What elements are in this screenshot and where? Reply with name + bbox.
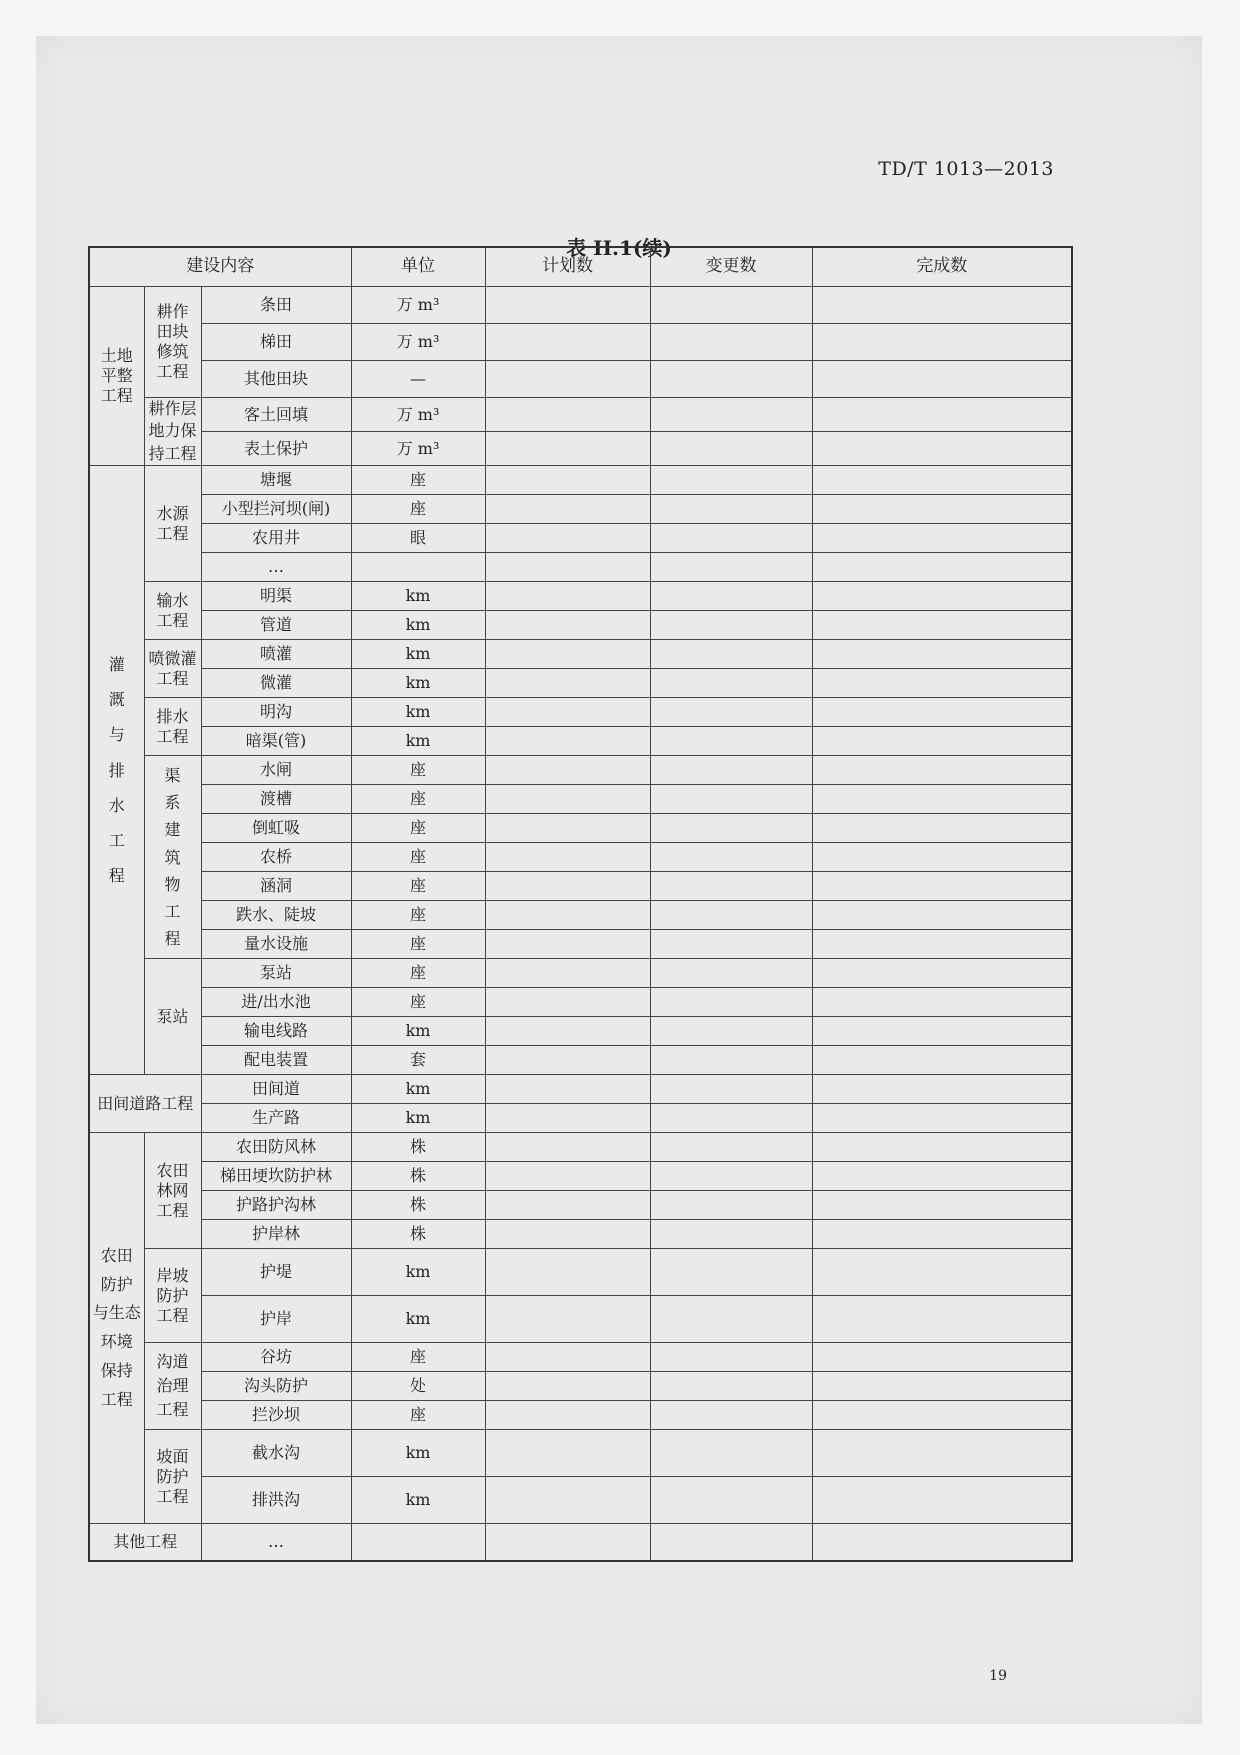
plan-cell (485, 1372, 650, 1401)
table-row (89, 988, 1072, 1017)
unit-cell: 座 (351, 1343, 485, 1372)
table-header-row (89, 247, 1072, 287)
done-cell (812, 1430, 1072, 1477)
unit-cell: km (351, 611, 485, 640)
subgroup-canal-structures: 渠 系 建 筑 物 工 程 (144, 756, 201, 959)
table-row (89, 611, 1072, 640)
col-header-unit: 单位 (351, 247, 485, 287)
done-cell (812, 466, 1072, 495)
plan-cell (485, 814, 650, 843)
done-cell (812, 669, 1072, 698)
plan-cell (485, 669, 650, 698)
change-cell (650, 324, 812, 361)
change-cell (650, 901, 812, 930)
item-cell: 塘堰 (201, 466, 351, 495)
table-row (89, 698, 1072, 727)
table-row (89, 287, 1072, 324)
table-row (89, 432, 1072, 466)
table-row (89, 1296, 1072, 1343)
plan-cell (485, 930, 650, 959)
unit-cell: km (351, 1075, 485, 1104)
change-cell (650, 1162, 812, 1191)
item-cell: 喷灌 (201, 640, 351, 669)
change-cell (650, 287, 812, 324)
change-cell (650, 1477, 812, 1524)
unit-cell: — (351, 361, 485, 398)
group-other: 其他工程 (89, 1524, 201, 1562)
unit-cell: 处 (351, 1372, 485, 1401)
unit-cell: 座 (351, 988, 485, 1017)
change-cell (650, 495, 812, 524)
done-cell (812, 1477, 1072, 1524)
done-cell (812, 524, 1072, 553)
item-cell: 配电装置 (201, 1046, 351, 1075)
col-header-content: 建设内容 (89, 247, 351, 287)
table-row (89, 466, 1072, 495)
done-cell (812, 988, 1072, 1017)
table-row (89, 1191, 1072, 1220)
change-cell (650, 1017, 812, 1046)
plan-cell (485, 1430, 650, 1477)
change-cell (650, 1430, 812, 1477)
table-title: 表 H.1(续) (566, 236, 672, 260)
item-cell: 其他田块 (201, 361, 351, 398)
table-row (89, 1017, 1072, 1046)
item-cell: 明沟 (201, 698, 351, 727)
item-cell: 明渠 (201, 582, 351, 611)
done-cell (812, 1343, 1072, 1372)
change-cell (650, 1133, 812, 1162)
unit-cell: 座 (351, 872, 485, 901)
table-row (89, 553, 1072, 582)
done-cell (812, 1162, 1072, 1191)
unit-cell: 株 (351, 1220, 485, 1249)
table-row (89, 1430, 1072, 1477)
subgroup-pump-station: 泵站 (144, 959, 201, 1075)
unit-cell: 座 (351, 930, 485, 959)
table-row (89, 1104, 1072, 1133)
item-cell: 农桥 (201, 843, 351, 872)
group-land-leveling: 土地 平整 工程 (89, 287, 144, 466)
plan-cell (485, 1046, 650, 1075)
change-cell (650, 466, 812, 495)
change-cell (650, 1220, 812, 1249)
change-cell (650, 1249, 812, 1296)
plan-cell (485, 432, 650, 466)
done-cell (812, 756, 1072, 785)
table-row (89, 1524, 1072, 1562)
subgroup-drainage: 排水 工程 (144, 698, 201, 756)
unit-cell (351, 1524, 485, 1562)
done-cell (812, 553, 1072, 582)
change-cell (650, 785, 812, 814)
table-row (89, 1046, 1072, 1075)
done-cell (812, 432, 1072, 466)
change-cell (650, 398, 812, 432)
done-cell (812, 611, 1072, 640)
col-header-done: 完成数 (812, 247, 1072, 287)
done-cell (812, 1017, 1072, 1046)
unit-cell: 座 (351, 1401, 485, 1430)
standard-code: TD/T 1013—2013 (878, 158, 1054, 180)
plan-cell (485, 553, 650, 582)
table-row (89, 1401, 1072, 1430)
table-row (89, 361, 1072, 398)
col-header-plan: 计划数 (485, 247, 650, 287)
item-cell: 护堤 (201, 1249, 351, 1296)
item-cell: 梯田 (201, 324, 351, 361)
change-cell (650, 1075, 812, 1104)
plan-cell (485, 1401, 650, 1430)
item-cell: 渡槽 (201, 785, 351, 814)
plan-cell (485, 611, 650, 640)
plan-cell (485, 727, 650, 756)
plan-cell (485, 1249, 650, 1296)
change-cell (650, 814, 812, 843)
item-cell: 护岸 (201, 1296, 351, 1343)
plan-cell (485, 843, 650, 872)
unit-cell: km (351, 1430, 485, 1477)
done-cell (812, 582, 1072, 611)
change-cell (650, 524, 812, 553)
table-row (89, 324, 1072, 361)
item-cell: 条田 (201, 287, 351, 324)
item-cell: 护路护沟林 (201, 1191, 351, 1220)
table-row (89, 640, 1072, 669)
change-cell (650, 1372, 812, 1401)
unit-cell: km (351, 1477, 485, 1524)
change-cell (650, 1296, 812, 1343)
subgroup-field-building: 耕作 田块 修筑 工程 (144, 287, 201, 398)
table-row (89, 582, 1072, 611)
plan-cell (485, 1075, 650, 1104)
plan-cell (485, 466, 650, 495)
subgroup-water-conveyance: 输水 工程 (144, 582, 201, 640)
item-cell: 田间道 (201, 1075, 351, 1104)
change-cell (650, 756, 812, 785)
group-farmland-protection: 农田 防护 与生态 环境 保持 工程 (89, 1133, 144, 1524)
item-cell: 管道 (201, 611, 351, 640)
unit-cell: 万 m³ (351, 324, 485, 361)
change-cell (650, 553, 812, 582)
item-cell: 农田防风林 (201, 1133, 351, 1162)
plan-cell (485, 398, 650, 432)
unit-cell (351, 553, 485, 582)
done-cell (812, 872, 1072, 901)
change-cell (650, 1104, 812, 1133)
plan-cell (485, 1191, 650, 1220)
unit-cell: 株 (351, 1133, 485, 1162)
item-cell: 排洪沟 (201, 1477, 351, 1524)
subgroup-gully-control: 沟道 治理 工程 (144, 1343, 201, 1430)
plan-cell (485, 785, 650, 814)
item-cell: 量水设施 (201, 930, 351, 959)
done-cell (812, 901, 1072, 930)
done-cell (812, 361, 1072, 398)
plan-cell (485, 495, 650, 524)
subgroup-forest-network: 农田 林网 工程 (144, 1133, 201, 1249)
done-cell (812, 814, 1072, 843)
item-cell: 进/出水池 (201, 988, 351, 1017)
item-cell: 护岸林 (201, 1220, 351, 1249)
unit-cell: km (351, 1296, 485, 1343)
done-cell (812, 785, 1072, 814)
done-cell (812, 959, 1072, 988)
unit-cell: 眼 (351, 524, 485, 553)
item-cell: 客土回填 (201, 398, 351, 432)
plan-cell (485, 582, 650, 611)
done-cell (812, 1191, 1072, 1220)
unit-cell: 座 (351, 785, 485, 814)
table-row (89, 756, 1072, 785)
change-cell (650, 432, 812, 466)
subgroup-water-source: 水源 工程 (144, 466, 201, 582)
unit-cell: 座 (351, 756, 485, 785)
unit-cell: km (351, 698, 485, 727)
item-cell: 农用井 (201, 524, 351, 553)
plan-cell (485, 1220, 650, 1249)
change-cell (650, 1401, 812, 1430)
item-cell: 输电线路 (201, 1017, 351, 1046)
plan-cell (485, 959, 650, 988)
item-cell: 小型拦河坝(闸) (201, 495, 351, 524)
change-cell (650, 843, 812, 872)
table-row (89, 872, 1072, 901)
done-cell (812, 1046, 1072, 1075)
done-cell (812, 495, 1072, 524)
done-cell (812, 698, 1072, 727)
table-row (89, 524, 1072, 553)
table-row (89, 398, 1072, 432)
done-cell (812, 1133, 1072, 1162)
change-cell (650, 959, 812, 988)
done-cell (812, 640, 1072, 669)
group-irrigation-drainage: 灌 溉 与 排 水 工 程 (89, 466, 144, 1075)
table-row (89, 1477, 1072, 1524)
table-row (89, 727, 1072, 756)
item-cell: 倒虹吸 (201, 814, 351, 843)
done-cell (812, 1249, 1072, 1296)
change-cell (650, 727, 812, 756)
done-cell (812, 1075, 1072, 1104)
table-row (89, 1162, 1072, 1191)
table-row (89, 785, 1072, 814)
item-cell: 梯田埂坎防护林 (201, 1162, 351, 1191)
table-row (89, 1372, 1072, 1401)
done-cell (812, 1372, 1072, 1401)
done-cell (812, 1104, 1072, 1133)
unit-cell: 座 (351, 495, 485, 524)
change-cell (650, 1046, 812, 1075)
col-header-change: 变更数 (650, 247, 812, 287)
unit-cell: 座 (351, 901, 485, 930)
change-cell (650, 1343, 812, 1372)
plan-cell (485, 361, 650, 398)
unit-cell: 万 m³ (351, 287, 485, 324)
plan-cell (485, 1343, 650, 1372)
change-cell (650, 1524, 812, 1562)
unit-cell: km (351, 1017, 485, 1046)
done-cell (812, 843, 1072, 872)
unit-cell: 座 (351, 814, 485, 843)
done-cell (812, 324, 1072, 361)
unit-cell: 株 (351, 1191, 485, 1220)
group-field-roads: 田间道路工程 (89, 1075, 201, 1133)
subgroup-slope-protection: 坡面 防护 工程 (144, 1430, 201, 1524)
item-cell: 水闸 (201, 756, 351, 785)
item-cell: … (201, 1524, 351, 1562)
plan-cell (485, 872, 650, 901)
unit-cell: 万 m³ (351, 398, 485, 432)
item-cell: 谷坊 (201, 1343, 351, 1372)
plan-cell (485, 1162, 650, 1191)
page-number: 19 (989, 1668, 1007, 1684)
done-cell (812, 1401, 1072, 1430)
change-cell (650, 1191, 812, 1220)
item-cell: 微灌 (201, 669, 351, 698)
done-cell (812, 727, 1072, 756)
done-cell (812, 398, 1072, 432)
plan-cell (485, 988, 650, 1017)
item-cell: 暗渠(管) (201, 727, 351, 756)
unit-cell: km (351, 727, 485, 756)
table-row (89, 1133, 1072, 1162)
change-cell (650, 930, 812, 959)
item-cell: 泵站 (201, 959, 351, 988)
item-cell: 跌水、陡坡 (201, 901, 351, 930)
table-row (89, 930, 1072, 959)
item-cell: 生产路 (201, 1104, 351, 1133)
table-row (89, 901, 1072, 930)
change-cell (650, 611, 812, 640)
unit-cell: 座 (351, 466, 485, 495)
item-cell: 表土保护 (201, 432, 351, 466)
plan-cell (485, 524, 650, 553)
item-cell: 拦沙坝 (201, 1401, 351, 1430)
done-cell (812, 1296, 1072, 1343)
subgroup-sprinkler: 喷微灌 工程 (144, 640, 201, 698)
change-cell (650, 640, 812, 669)
item-cell: 截水沟 (201, 1430, 351, 1477)
plan-cell (485, 698, 650, 727)
unit-cell: 万 m³ (351, 432, 485, 466)
done-cell (812, 930, 1072, 959)
table-row (89, 814, 1072, 843)
plan-cell (485, 1524, 650, 1562)
table-row (89, 959, 1072, 988)
plan-cell (485, 1296, 650, 1343)
change-cell (650, 669, 812, 698)
table-row (89, 1249, 1072, 1296)
plan-cell (485, 640, 650, 669)
done-cell (812, 1524, 1072, 1562)
plan-cell (485, 287, 650, 324)
construction-table (88, 246, 1073, 1562)
unit-cell: 座 (351, 843, 485, 872)
unit-cell: 套 (351, 1046, 485, 1075)
unit-cell: km (351, 582, 485, 611)
table-row (89, 1343, 1072, 1372)
plan-cell (485, 1104, 650, 1133)
done-cell (812, 1220, 1072, 1249)
done-cell (812, 287, 1072, 324)
plan-cell (485, 1017, 650, 1046)
change-cell (650, 872, 812, 901)
change-cell (650, 988, 812, 1017)
unit-cell: km (351, 669, 485, 698)
unit-cell: 座 (351, 959, 485, 988)
table-row (89, 1075, 1072, 1104)
table-row (89, 1220, 1072, 1249)
item-cell: … (201, 553, 351, 582)
change-cell (650, 361, 812, 398)
plan-cell (485, 1133, 650, 1162)
change-cell (650, 698, 812, 727)
item-cell: 沟头防护 (201, 1372, 351, 1401)
plan-cell (485, 756, 650, 785)
plan-cell (485, 1477, 650, 1524)
item-cell: 涵洞 (201, 872, 351, 901)
table-row (89, 843, 1072, 872)
table-row (89, 495, 1072, 524)
unit-cell: km (351, 640, 485, 669)
change-cell (650, 582, 812, 611)
subgroup-bank-protection: 岸坡 防护 工程 (144, 1249, 201, 1343)
unit-cell: km (351, 1249, 485, 1296)
plan-cell (485, 901, 650, 930)
subgroup-soil-fertility: 耕作层 地力保 持工程 (144, 398, 201, 466)
unit-cell: km (351, 1104, 485, 1133)
plan-cell (485, 324, 650, 361)
table-row (89, 669, 1072, 698)
unit-cell: 株 (351, 1162, 485, 1191)
